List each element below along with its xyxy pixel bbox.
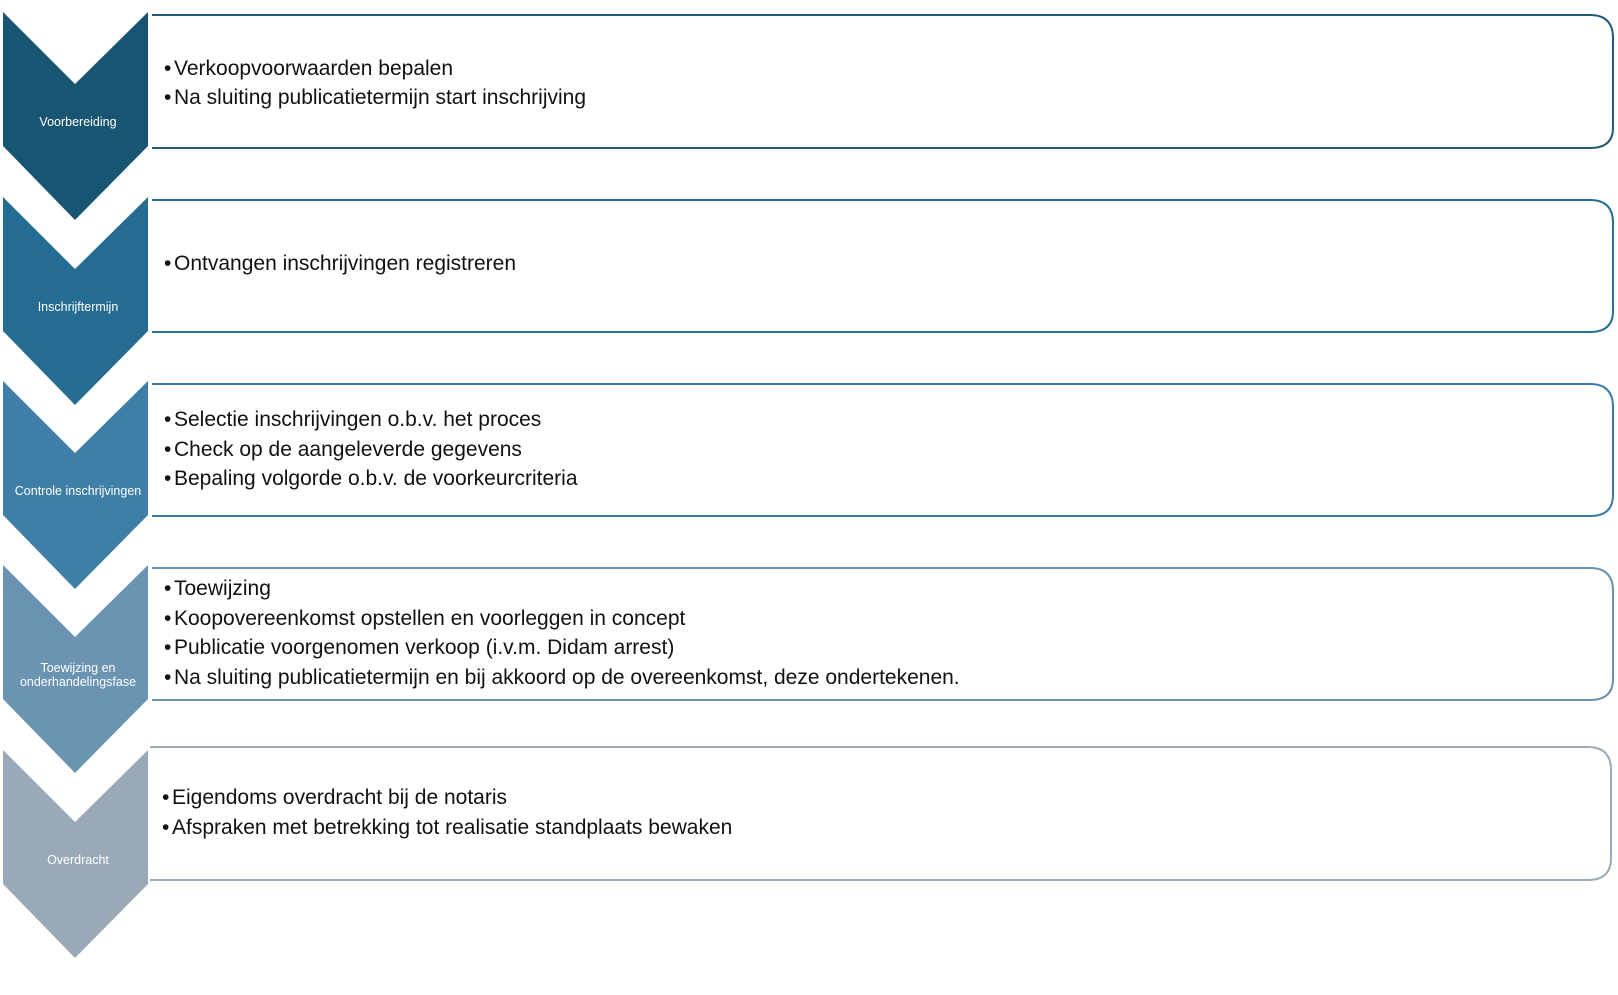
stage-items <box>164 567 1584 712</box>
stage-items <box>164 14 1584 152</box>
stage-item: • Afspraken met betrekking tot realisatie standplaats bewaken <box>162 813 1582 843</box>
stage-item: • Bepaling volgorde o.b.v. de voorkeurcriteria <box>164 464 1584 494</box>
bullet-icon: • <box>162 815 170 839</box>
stage-item: • Verkoopvoorwaarden bepalen <box>164 54 1584 84</box>
stage-chevron-overdracht <box>3 750 153 970</box>
stage-items <box>162 746 1582 921</box>
bullet-icon: • <box>162 786 170 809</box>
bullet-icon: • <box>164 665 172 689</box>
bullet-icon: • <box>164 437 172 461</box>
stage-item: • Ontvangen inschrijvingen registreren <box>164 249 1584 279</box>
stage-label: Voorbereiding <box>39 115 117 129</box>
stage-box-toewijzing <box>152 567 1614 705</box>
bullet-icon: • <box>164 252 172 275</box>
stage-box-overdracht <box>150 746 1612 884</box>
bullet-icon: • <box>164 577 172 600</box>
stage-item: • Publicatie voorgenomen verkoop (i.v.m. Didam arrest) <box>164 633 1584 663</box>
stage-item: • Check op de aangeleverde gegevens <box>164 435 1584 465</box>
stage-label: Controle inschrijvingen <box>14 484 142 498</box>
bullet-icon: • <box>164 408 172 431</box>
stage-item: • Selectie inschrijvingen o.b.v. het proces <box>164 405 1584 435</box>
stage-box-inschrijftermijn <box>152 199 1614 337</box>
stage-box-controle-inschrijvingen <box>152 383 1614 521</box>
bullet-icon: • <box>164 467 172 490</box>
stage-items <box>164 199 1584 387</box>
stage-items <box>164 383 1584 543</box>
stage-box-voorbereiding <box>152 14 1614 152</box>
stage-item: • Na sluiting publicatietermijn en bij akkoord op de overeenkomst, deze ondertekenen. <box>164 663 1584 693</box>
bullet-icon: • <box>164 636 172 659</box>
bullet-icon: • <box>164 86 172 109</box>
bullet-icon: • <box>164 56 172 80</box>
bullet-icon: • <box>164 606 172 630</box>
stage-item: • Na sluiting publicatietermijn start inschrijving <box>164 83 1584 113</box>
stage-item: • Koopovereenkomst opstellen en voorleggen in concept <box>164 604 1584 634</box>
stage-item: • Toewijzing <box>164 574 1584 604</box>
stage-label: Inschrijftermijn <box>37 300 119 314</box>
stage-label: Overdracht <box>47 853 109 867</box>
stage-label: Toewijzing en onderhandelingsfase <box>19 661 137 689</box>
stage-item: • Eigendoms overdracht bij de notaris <box>162 783 1582 813</box>
